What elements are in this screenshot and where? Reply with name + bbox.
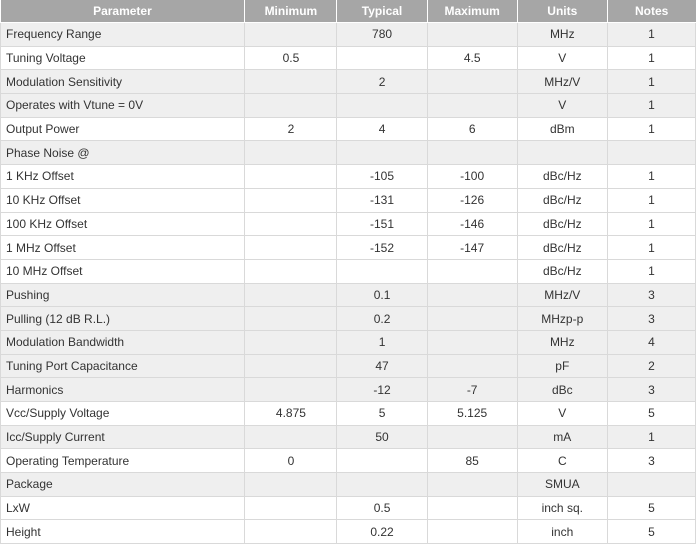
cell-value: MHz/V xyxy=(517,70,607,94)
table-row xyxy=(1,283,696,307)
cell-value xyxy=(607,141,695,165)
cell-value xyxy=(427,283,517,307)
cell-value: 5.125 xyxy=(427,402,517,426)
cell-value xyxy=(427,259,517,283)
cell-value xyxy=(245,330,337,354)
cell-value: -7 xyxy=(427,378,517,402)
table-row xyxy=(1,236,696,260)
cell-value: -152 xyxy=(337,236,427,260)
cell-value xyxy=(245,23,337,47)
cell-value: -151 xyxy=(337,212,427,236)
cell-value: 1 xyxy=(607,236,695,260)
table-row xyxy=(1,449,696,473)
cell-value xyxy=(427,141,517,165)
cell-value: V xyxy=(517,46,607,70)
table-header-row xyxy=(1,0,696,23)
cell-parameter: 10 KHz Offset xyxy=(1,188,245,212)
cell-parameter: Modulation Bandwidth xyxy=(1,330,245,354)
table-row xyxy=(1,23,696,47)
cell-value: MHzp-p xyxy=(517,307,607,331)
cell-value xyxy=(427,354,517,378)
cell-value xyxy=(245,259,337,283)
cell-value xyxy=(607,473,695,497)
cell-value xyxy=(245,425,337,449)
cell-value: 47 xyxy=(337,354,427,378)
cell-value: dBc/Hz xyxy=(517,212,607,236)
cell-value: 780 xyxy=(337,23,427,47)
cell-value xyxy=(337,46,427,70)
cell-value xyxy=(245,212,337,236)
cell-parameter: Operates with Vtune = 0V xyxy=(1,94,245,118)
cell-value: MHz/V xyxy=(517,283,607,307)
cell-value: 3 xyxy=(607,378,695,402)
cell-value: 1 xyxy=(607,46,695,70)
cell-parameter: Output Power xyxy=(1,117,245,141)
cell-value: 5 xyxy=(607,496,695,520)
cell-value: 85 xyxy=(427,449,517,473)
cell-value: dBc/Hz xyxy=(517,188,607,212)
cell-value: V xyxy=(517,94,607,118)
cell-parameter: Tuning Port Capacitance xyxy=(1,354,245,378)
cell-value xyxy=(245,307,337,331)
cell-parameter: Icc/Supply Current xyxy=(1,425,245,449)
cell-parameter: 1 MHz Offset xyxy=(1,236,245,260)
column-header-parameter: Parameter xyxy=(1,0,245,23)
cell-value: 1 xyxy=(607,259,695,283)
cell-value xyxy=(245,496,337,520)
cell-value xyxy=(337,473,427,497)
cell-value: -105 xyxy=(337,165,427,189)
cell-value xyxy=(245,378,337,402)
cell-value xyxy=(245,94,337,118)
column-header-notes: Notes xyxy=(607,0,695,23)
table-row xyxy=(1,354,696,378)
cell-value: 4 xyxy=(607,330,695,354)
cell-value: 1 xyxy=(337,330,427,354)
cell-value xyxy=(427,23,517,47)
table-row xyxy=(1,425,696,449)
cell-value: dBc/Hz xyxy=(517,165,607,189)
cell-value: dBm xyxy=(517,117,607,141)
cell-parameter: Vcc/Supply Voltage xyxy=(1,402,245,426)
cell-value: C xyxy=(517,449,607,473)
cell-value: inch xyxy=(517,520,607,544)
column-header-maximum: Maximum xyxy=(427,0,517,23)
cell-value: 1 xyxy=(607,23,695,47)
cell-value xyxy=(245,141,337,165)
table-row xyxy=(1,117,696,141)
cell-value: 1 xyxy=(607,117,695,141)
cell-value xyxy=(245,520,337,544)
cell-value: 1 xyxy=(607,425,695,449)
cell-value: -12 xyxy=(337,378,427,402)
cell-value xyxy=(427,496,517,520)
cell-value: -126 xyxy=(427,188,517,212)
cell-value: 0.5 xyxy=(245,46,337,70)
cell-parameter: Pushing xyxy=(1,283,245,307)
cell-value: 2 xyxy=(337,70,427,94)
cell-parameter: Package xyxy=(1,473,245,497)
cell-parameter: Frequency Range xyxy=(1,23,245,47)
cell-value xyxy=(427,473,517,497)
cell-parameter: 1 KHz Offset xyxy=(1,165,245,189)
cell-value xyxy=(337,259,427,283)
cell-value: 5 xyxy=(607,520,695,544)
table-row xyxy=(1,46,696,70)
cell-value: pF xyxy=(517,354,607,378)
cell-value: 50 xyxy=(337,425,427,449)
cell-parameter: Pulling (12 dB R.L.) xyxy=(1,307,245,331)
cell-value: 0.2 xyxy=(337,307,427,331)
table-row xyxy=(1,259,696,283)
cell-value: 1 xyxy=(607,212,695,236)
cell-value xyxy=(427,307,517,331)
table-row xyxy=(1,188,696,212)
cell-value xyxy=(337,141,427,165)
cell-value xyxy=(245,188,337,212)
cell-value: -100 xyxy=(427,165,517,189)
table-row xyxy=(1,94,696,118)
cell-parameter: LxW xyxy=(1,496,245,520)
cell-parameter: 10 MHz Offset xyxy=(1,259,245,283)
cell-value: 3 xyxy=(607,449,695,473)
table-row xyxy=(1,378,696,402)
cell-value: 4.5 xyxy=(427,46,517,70)
table-row xyxy=(1,402,696,426)
cell-value: 1 xyxy=(607,165,695,189)
cell-value: inch sq. xyxy=(517,496,607,520)
cell-value: mA xyxy=(517,425,607,449)
cell-value xyxy=(245,283,337,307)
column-header-typical: Typical xyxy=(337,0,427,23)
cell-value xyxy=(245,354,337,378)
table-row xyxy=(1,212,696,236)
cell-parameter: 100 KHz Offset xyxy=(1,212,245,236)
table-row xyxy=(1,141,696,165)
cell-value: 0 xyxy=(245,449,337,473)
table-row xyxy=(1,307,696,331)
table-row xyxy=(1,473,696,497)
cell-value xyxy=(245,473,337,497)
cell-value: 4.875 xyxy=(245,402,337,426)
cell-value: 5 xyxy=(337,402,427,426)
cell-value xyxy=(427,70,517,94)
cell-value: SMUA xyxy=(517,473,607,497)
cell-value xyxy=(427,520,517,544)
cell-value: -146 xyxy=(427,212,517,236)
cell-value: 6 xyxy=(427,117,517,141)
table-row xyxy=(1,520,696,544)
cell-parameter: Harmonics xyxy=(1,378,245,402)
cell-value: 0.1 xyxy=(337,283,427,307)
cell-value: -147 xyxy=(427,236,517,260)
cell-value: V xyxy=(517,402,607,426)
cell-parameter: Operating Temperature xyxy=(1,449,245,473)
cell-value xyxy=(517,141,607,165)
cell-parameter: Phase Noise @ xyxy=(1,141,245,165)
cell-parameter: Height xyxy=(1,520,245,544)
cell-value xyxy=(427,425,517,449)
cell-value: 1 xyxy=(607,70,695,94)
cell-value xyxy=(245,236,337,260)
table-row xyxy=(1,165,696,189)
table-body xyxy=(1,23,696,544)
column-header-units: Units xyxy=(517,0,607,23)
cell-value: 0.5 xyxy=(337,496,427,520)
cell-value: 3 xyxy=(607,283,695,307)
table-row xyxy=(1,70,696,94)
cell-value: 0.22 xyxy=(337,520,427,544)
cell-value xyxy=(337,94,427,118)
table-row xyxy=(1,496,696,520)
cell-value xyxy=(427,94,517,118)
cell-value: MHz xyxy=(517,23,607,47)
cell-value: 5 xyxy=(607,402,695,426)
cell-value: dBc/Hz xyxy=(517,259,607,283)
cell-parameter: Modulation Sensitivity xyxy=(1,70,245,94)
cell-parameter: Tuning Voltage xyxy=(1,46,245,70)
cell-value: dBc/Hz xyxy=(517,236,607,260)
table-row xyxy=(1,330,696,354)
cell-value: dBc xyxy=(517,378,607,402)
cell-value: 2 xyxy=(245,117,337,141)
cell-value xyxy=(245,165,337,189)
cell-value: 4 xyxy=(337,117,427,141)
cell-value: MHz xyxy=(517,330,607,354)
cell-value: -131 xyxy=(337,188,427,212)
cell-value: 2 xyxy=(607,354,695,378)
cell-value xyxy=(427,330,517,354)
cell-value: 1 xyxy=(607,94,695,118)
cell-value: 1 xyxy=(607,188,695,212)
cell-value xyxy=(337,449,427,473)
cell-value xyxy=(245,70,337,94)
column-header-minimum: Minimum xyxy=(245,0,337,23)
cell-value: 3 xyxy=(607,307,695,331)
